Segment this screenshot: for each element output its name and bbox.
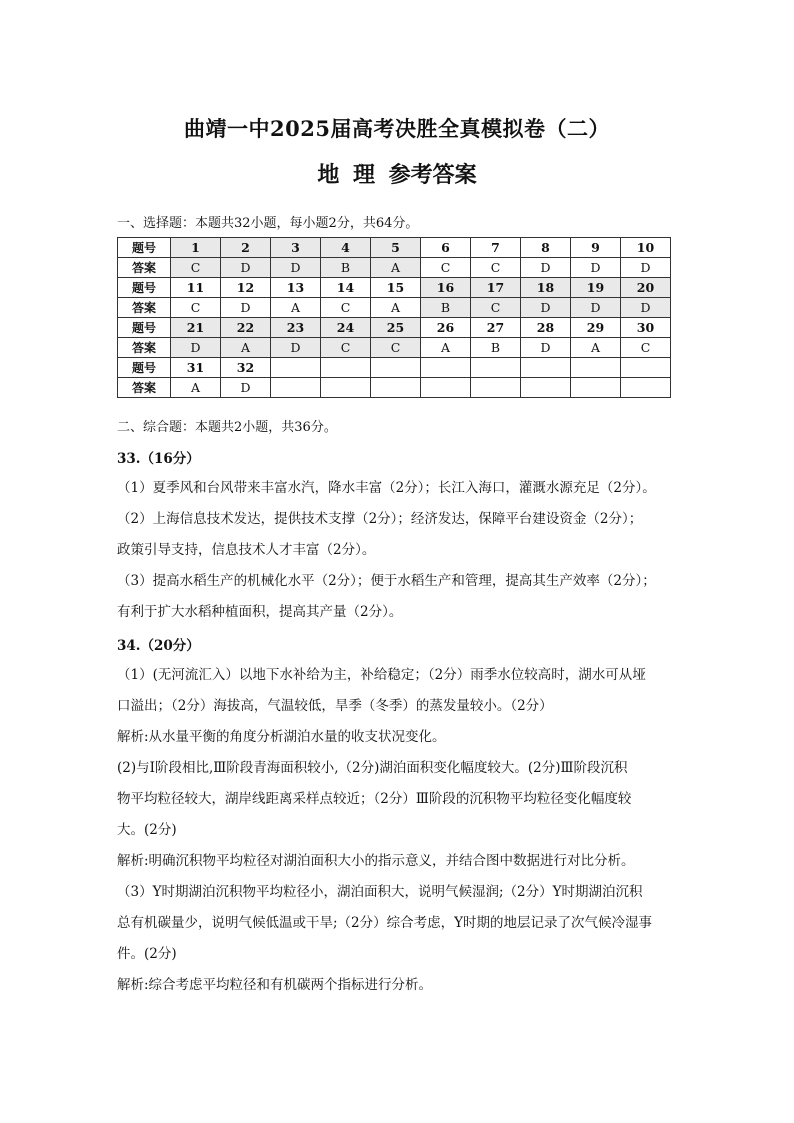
- answer-cell: [621, 378, 671, 398]
- answer-cell: C: [471, 298, 521, 318]
- question-number-cell: [421, 358, 471, 378]
- answer-cell: D: [621, 258, 671, 278]
- section-2-heading: 二、综合题：本题共2小题，共36分。: [117, 420, 337, 435]
- answer-cell: C: [321, 298, 371, 318]
- question-number-cell: [521, 358, 571, 378]
- answer-cell: D: [271, 338, 321, 358]
- question-number-cell: 31: [171, 358, 221, 378]
- answer-cell: C: [421, 258, 471, 278]
- row-label: 题号: [118, 358, 171, 378]
- question-number-cell: 9: [571, 238, 621, 258]
- question-33-body: [117, 473, 687, 628]
- answer-cell: D: [521, 298, 571, 318]
- answer-row: [118, 298, 671, 318]
- answer-cell: D: [271, 258, 321, 278]
- q33-line: （3）提高水稻生产的机械化水平（2分）；便于水稻生产和管理，提高其生产效率（2分）；: [117, 573, 656, 589]
- q33-line: 政策引导支持，信息技术人才丰富（2分）。: [117, 542, 376, 558]
- answer-cell: D: [221, 298, 271, 318]
- q34-line: 物平均粒径较大，湖岸线距离采样点较近；（2分）Ⅲ阶段的沉积物平均粒径变化幅度较: [117, 791, 632, 807]
- answer-cell: C: [171, 258, 221, 278]
- answer-cell: C: [171, 298, 221, 318]
- question-number-cell: 28: [521, 318, 571, 338]
- q34-line: 件。(2分): [117, 946, 177, 962]
- question-number-cell: 10: [621, 238, 671, 258]
- answer-cell: C: [621, 338, 671, 358]
- question-number-cell: [571, 358, 621, 378]
- question-number-cell: 11: [171, 278, 221, 298]
- question-34-body: [117, 660, 687, 1001]
- answer-cell: [421, 378, 471, 398]
- answer-cell: D: [221, 258, 271, 278]
- question-number-cell: 20: [621, 278, 671, 298]
- answer-cell: [521, 378, 571, 398]
- answer-cell: A: [421, 338, 471, 358]
- answer-cell: [271, 378, 321, 398]
- q34-line: （1）(无河流汇入）以地下水补给为主，补给稳定；（2分）雨季水位较高时，湖水可从垭: [117, 667, 646, 683]
- answer-cell: [471, 378, 521, 398]
- row-label: 题号: [118, 238, 171, 258]
- question-number-cell: [471, 358, 521, 378]
- question-number-cell: 26: [421, 318, 471, 338]
- answer-row: [118, 338, 671, 358]
- question-number-cell: 29: [571, 318, 621, 338]
- question-number-cell: [321, 358, 371, 378]
- row-label: 答案: [118, 338, 171, 358]
- q34-line: 大。(2分): [117, 822, 177, 838]
- answer-cell: D: [521, 258, 571, 278]
- q33-line: 有利于扩大水稻种植面积，提高其产量（2分）。: [117, 604, 403, 620]
- question-number-cell: 23: [271, 318, 321, 338]
- q34-line: 总有机碳量少，说明气候低温或干旱;（2分）综合考虑，Y时期的地层记录了次气候冷湿事: [117, 915, 653, 931]
- row-label: 题号: [118, 278, 171, 298]
- q34-line: 解析:从水量平衡的角度分析湖泊水量的收支状况变化。: [117, 729, 446, 745]
- question-number-row: [118, 278, 671, 298]
- answer-row: [118, 378, 671, 398]
- answer-cell: A: [221, 338, 271, 358]
- row-label: 答案: [118, 378, 171, 398]
- row-label: 题号: [118, 318, 171, 338]
- answer-cell: A: [571, 338, 621, 358]
- answer-cell: D: [621, 298, 671, 318]
- q33-line: （1）夏季风和台风带来丰富水汽，降水丰富（2分）；长江入海口，灌溉水源充足（2分）。: [117, 480, 656, 496]
- q33-line: （2）上海信息技术发达，提供技术支撑（2分）；经济发达，保障平台建设资金（2分）；: [117, 511, 643, 527]
- answer-cell: C: [371, 338, 421, 358]
- answer-cell: D: [221, 378, 271, 398]
- question-33-heading: 33.（16分）: [117, 451, 200, 467]
- question-34-heading: 34.（20分）: [117, 638, 200, 654]
- question-number-cell: 6: [421, 238, 471, 258]
- answer-cell: D: [171, 338, 221, 358]
- row-label: 答案: [118, 298, 171, 318]
- answer-cell: A: [371, 258, 421, 278]
- question-number-cell: 18: [521, 278, 571, 298]
- answer-cell: A: [271, 298, 321, 318]
- question-number-cell: 17: [471, 278, 521, 298]
- question-number-cell: 25: [371, 318, 421, 338]
- answer-cell: C: [471, 258, 521, 278]
- question-number-cell: [621, 358, 671, 378]
- question-number-cell: 7: [471, 238, 521, 258]
- q34-line: 解析:明确沉积物平均粒径对湖泊面积大小的指示意义，并结合图中数据进行对比分析。: [117, 853, 635, 869]
- answer-cell: D: [521, 338, 571, 358]
- q34-line: (2)与Ⅰ阶段相比,Ⅲ阶段青海面积较小,（2分)湖泊面积变化幅度较大。(2分)Ⅲ阶段沉积: [117, 760, 628, 776]
- question-number-cell: 22: [221, 318, 271, 338]
- question-number-cell: 21: [171, 318, 221, 338]
- question-number-cell: 32: [221, 358, 271, 378]
- question-number-cell: 24: [321, 318, 371, 338]
- answer-cell: B: [321, 258, 371, 278]
- question-number-cell: 4: [321, 238, 371, 258]
- answer-cell: D: [571, 298, 621, 318]
- answer-cell: D: [571, 258, 621, 278]
- question-number-cell: 19: [571, 278, 621, 298]
- question-number-cell: 12: [221, 278, 271, 298]
- question-number-cell: 15: [371, 278, 421, 298]
- answer-cell: A: [171, 378, 221, 398]
- question-number-cell: 27: [471, 318, 521, 338]
- page-title: 曲靖一中2025届高考决胜全真模拟卷（二）: [184, 116, 610, 141]
- question-number-row: [118, 238, 671, 258]
- question-number-cell: 1: [171, 238, 221, 258]
- q34-line: （3）Y时期湖泊沉积物平均粒径小，湖泊面积大，说明气候湿润;（2分）Y时期湖泊沉积: [117, 884, 643, 900]
- answer-cell: B: [471, 338, 521, 358]
- answer-cell: A: [371, 298, 421, 318]
- answer-cell: [571, 378, 621, 398]
- row-label: 答案: [118, 258, 171, 278]
- answer-table: [117, 237, 671, 398]
- question-number-cell: [371, 358, 421, 378]
- q34-line: 解析:综合考虑平均粒径和有机碳两个指标进行分析。: [117, 977, 433, 993]
- section-1-heading: 一、选择题：本题共32小题，每小题2分，共64分。: [117, 216, 419, 231]
- q34-line: 口溢出；（2分）海拔高，气温较低，旱季（冬季）的蒸发量较小。（2分）: [117, 698, 553, 714]
- question-number-cell: 5: [371, 238, 421, 258]
- answer-cell: [371, 378, 421, 398]
- question-number-cell: 16: [421, 278, 471, 298]
- question-number-row: [118, 318, 671, 338]
- question-number-cell: 30: [621, 318, 671, 338]
- question-number-cell: 2: [221, 238, 271, 258]
- answer-cell: C: [321, 338, 371, 358]
- question-number-cell: 3: [271, 238, 321, 258]
- question-number-cell: [271, 358, 321, 378]
- question-number-row: [118, 358, 671, 378]
- question-number-cell: 13: [271, 278, 321, 298]
- answer-row: [118, 258, 671, 278]
- answer-cell: [321, 378, 371, 398]
- page-subtitle: 地 理 参考答案: [317, 162, 477, 188]
- question-number-cell: 14: [321, 278, 371, 298]
- answer-cell: B: [421, 298, 471, 318]
- question-number-cell: 8: [521, 238, 571, 258]
